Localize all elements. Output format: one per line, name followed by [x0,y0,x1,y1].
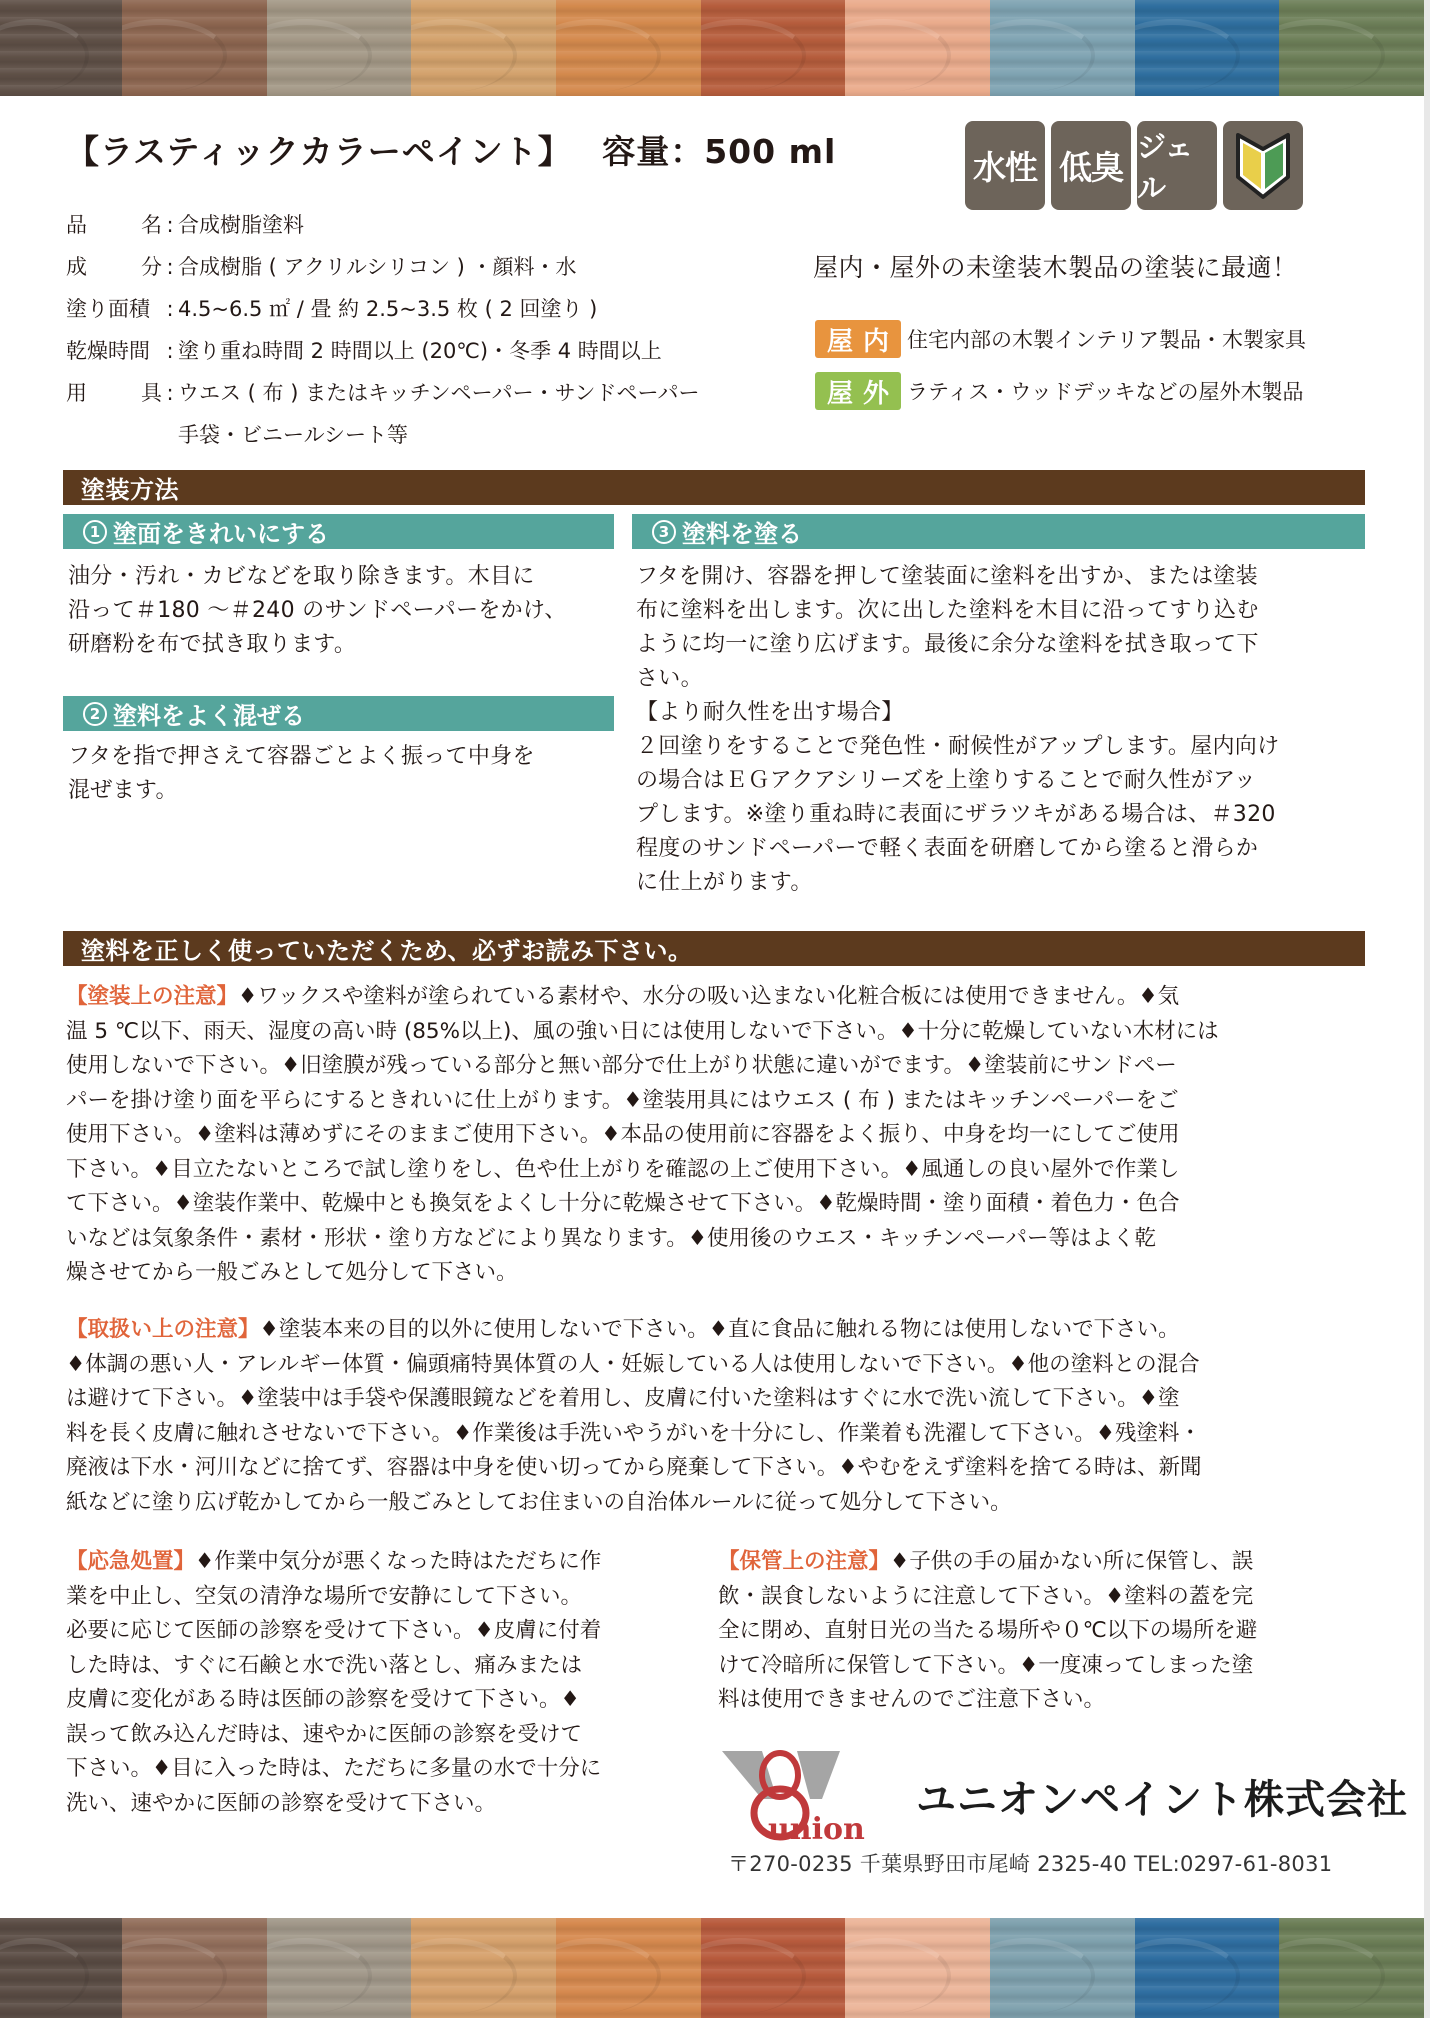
text-line: ♦塗装本来の目的以外に使用しないで下さい。♦直に食品に触れる物には使用しないで下さい。 [259,1317,1180,1342]
spec-label-char: 名 [141,213,162,237]
text-line: 使用下さい。♦塗料は薄めずにそのままご使用下さい。♦本品の使用前に容器をよく振り、中身を均一にしてご使用 [66,1122,1180,1147]
outdoor-tag: 屋外 [815,372,901,410]
text-line: ♦ワックスや塗料が塗られている素材や、水分の吸い込まない化粧合板には使用できません。♦気 [238,984,1180,1009]
spec-value: 合成樹脂塗料 [178,213,304,237]
wood-swatch [1135,0,1280,96]
tagline: 屋内・屋外の未塗装木製品の塗装に最適！ [813,253,1298,282]
spec-colon: : [166,339,174,363]
text-line: フタを開け、容器を押して塗装面に塗料を出すか、または塗装 [636,564,1258,589]
text-line: 全に閉め、直射日光の当たる場所や０℃以下の場所を避 [718,1618,1258,1643]
text-line: した時は、すぐに石鹸と水で洗い落とし、痛みまたは [66,1652,583,1678]
wood-swatch [1279,0,1424,96]
company-address: 〒270-0235 千葉県野田市尾崎 2325-40 TEL:0297-61-8031 [728,1852,1333,1876]
step-number-icon: 2 [83,702,107,726]
spec-drying-time [66,330,699,372]
text-line: 温 5 ℃以下、雨天、湿度の高い時 (85%以上)、風の強い日には使用しないで下さい。♦十分に乾燥していない木材には [66,1018,1219,1044]
wood-swatch [701,1918,846,2018]
company-name: ユニオンペイント株式会社 [916,1777,1408,1823]
spec-label: 乾燥時間 [66,339,150,363]
text-line: 油分・汚れ・カビなどを取り除きます。木目に [68,564,535,589]
text-line: 布に塗料を出します。次に出した塗料を木目に沿ってすり込む [636,598,1259,623]
product-name: 【ラスティックカラーペイント】 [66,132,572,171]
spec-value: ウエス ( 布 ) またはキッチンペーパー・サンドペーパー [178,381,700,405]
handling-cautions [66,1313,1202,1520]
text-line: 洗い、速やかに医師の診察を受けて下さい。 [66,1790,497,1816]
spec-colon: : [166,297,174,321]
wood-swatch [267,1918,412,2018]
caution-tag: 【保管上の注意】 [718,1549,891,1574]
product-volume: 容量：500 ml [602,132,837,171]
step-number-icon: 3 [652,520,676,544]
text-line: 飲・誤食しないように注意して下さい。♦塗料の蓋を完 [718,1583,1254,1609]
page-edge [1424,0,1430,2018]
text-line: 使用しないで下さい。♦旧塗膜が残っている部分と無い部分で仕上がり状態に違いがでます。♦塗装前にサンドペー [66,1053,1177,1078]
spec-colon: : [166,213,174,237]
beginner-mark-icon [1234,131,1292,201]
spec-value: 塗り重ね時間 2 時間以上 (20℃)・冬季 4 時間以上 [178,339,662,363]
text-line: ♦子供の手の届かない所に保管し、誤 [890,1549,1254,1574]
spec-label-char: 具 [141,381,162,405]
company-logo [722,1747,1408,1843]
text-line: 沿って＃180 ～＃240 のサンドペーパーをかけ、 [68,598,567,623]
step-title: 塗料をよく混ぜる [113,702,305,730]
spec-tools-continued [66,414,699,456]
wood-swatch [701,0,846,96]
spec-colon: : [166,381,174,405]
spec-value: 手袋・ビニールシート等 [178,423,409,447]
gel-badge: ジェル [1137,121,1217,210]
wood-swatch [845,1918,990,2018]
caution-tag: 【応急処置】 [66,1549,196,1574]
wood-swatch [556,1918,701,2018]
text-line: 研磨粉を布で拭き取ります。 [68,632,357,657]
painting-cautions [66,980,1219,1291]
text-line: けて冷暗所に保管して下さい。♦一度凍ってしまった塗 [718,1652,1254,1678]
text-line: 廃液は下水・河川などに捨てず、容器は中身を使い切ってから廃棄して下さい。♦やむをえず塗料を捨てる時は、新聞 [66,1455,1202,1480]
durability-subheading: 【より耐久性を出す場合】 [636,700,904,725]
step-1-header [63,514,614,549]
usage-text: ラティス・ウッドデッキなどの屋外木製品 [907,380,1304,404]
step-2-header [63,696,614,731]
union-logo-icon [722,1747,912,1843]
step-3-header [632,514,1365,549]
feature-badges [965,121,1303,210]
wood-swatch [411,0,556,96]
wood-swatch [0,0,122,96]
text-line: 誤って飲み込んだ時は、速やかに医師の診察を受けて [66,1721,583,1747]
wood-swatch [1279,1918,1424,2018]
text-line: 必要に応じて医師の診察を受けて下さい。♦皮膚に付着 [66,1618,602,1643]
wood-swatch [267,0,412,96]
indoor-tag: 屋内 [815,320,901,358]
wood-color-swatches-top [0,0,1424,96]
step-title: 塗料を塗る [682,520,802,548]
wood-swatch [845,0,990,96]
emergency-measures [66,1545,601,1821]
low-odor-badge: 低臭 [1051,121,1131,210]
method-section-header: 塗装方法 [63,470,1365,505]
spec-label-char: 成 [66,255,87,279]
caution-tag: 【取扱い上の注意】 [66,1317,260,1342]
text-line: ように均一に塗り広げます。最後に余分な塗料を拭き取って下 [636,632,1259,657]
beginner-badge [1223,121,1303,210]
wood-swatch [1135,1918,1280,2018]
wood-swatch [0,1918,122,2018]
spec-value: 4.5~6.5 ㎡ / 畳 約 2.5~3.5 枚 ( 2 回塗り ) [178,297,598,321]
cautions-section-header: 塗料を正しく使っていただくため、必ずお読み下さい。 [63,931,1365,966]
text-line: フタを指で押さえて容器ごとよく振って中身を [68,744,535,769]
text-line: プします。※塗り重ね時に表面にザラツキがある場合は、＃320 [636,802,1276,827]
spec-coverage [66,288,699,330]
spec-label: 塗り面積 [66,297,150,321]
text-line: 皮膚に変化がある時は医師の診察を受けて下さい。♦ [66,1687,580,1712]
text-line: 燥させてから一般ごみとして処分して下さい。 [66,1260,518,1285]
spec-label-char: 分 [141,255,162,279]
usage-list [815,319,1306,423]
wood-swatch [122,1918,267,2018]
spec-tools [66,372,699,414]
text-line: 紙などに塗り広げ乾かしてから一般ごみとしてお住まいの自治体ルールに従って処分して下さい。 [66,1489,1012,1515]
storage-cautions [718,1545,1257,1718]
water-based-badge: 水性 [965,121,1045,210]
text-line: に仕上がります。 [636,870,813,895]
product-specs [66,204,699,456]
text-line: 下さい。♦目に入った時は、ただちに多量の水で十分に [66,1756,602,1781]
spec-label-char: 用 [66,381,87,405]
product-title [66,126,836,173]
usage-outdoor [815,371,1306,411]
text-line: ♦作業中気分が悪くなった時はただちに作 [195,1549,602,1574]
text-line: いなどは気象条件・素材・形状・塗り方などにより異なります。♦使用後のウエス・キッチンペーパー等はよく乾 [66,1225,1156,1251]
wood-swatch [556,0,701,96]
usage-indoor [815,319,1306,359]
svg-text:union: union [768,1812,865,1843]
step-title: 塗面をきれいにする [113,520,329,548]
text-line: ２回塗りをすることで発色性・耐候性がアップします。屋内向け [636,734,1280,759]
text-line: 混ぜます。 [68,778,178,803]
spec-value: 合成樹脂 ( アクリルシリコン ) ・顔料・水 [178,255,577,279]
step-2-text [68,740,535,808]
text-line: は避けて下さい。♦塗装中は手袋や保護眼鏡などを着用し、皮膚に付いた塗料はすぐに水で洗い流して下さい。♦塗 [66,1386,1180,1411]
wood-color-swatches-bottom [0,1918,1424,2018]
text-line: ♦体調の悪い人・アレルギー体質・偏頭痛特異体質の人・妊娠している人は使用しないで下さい。♦他の塗料との混合 [66,1351,1200,1377]
spec-label-char: 品 [66,213,87,237]
text-line: て下さい。♦塗装作業中、乾燥中とも換気をよくし十分に乾燥させて下さい。♦乾燥時間・塗り面積・着色力・色合 [66,1191,1180,1216]
text-line: 下さい。♦目立たないところで試し塗りをし、色や仕上がりを確認の上ご使用下さい。♦風通しの良い屋外で作業し [66,1156,1180,1182]
wood-swatch [990,0,1135,96]
wood-swatch [990,1918,1135,2018]
text-line: の場合はＥＧアクアシリーズを上塗りすることで耐久性がアッ [636,768,1257,793]
spec-ingredients [66,246,699,288]
step-number-icon: 1 [83,520,107,544]
caution-tag: 【塗装上の注意】 [66,984,239,1009]
text-line: 料は使用できませんのでご注意下さい。 [718,1687,1106,1712]
spec-colon: : [166,255,174,279]
step-3-text [636,560,1279,900]
usage-text: 住宅内部の木製インテリア製品・木製家具 [907,328,1306,352]
text-line: 料を長く皮膚に触れさせないで下さい。♦作業後は手洗いやうがいを十分にし、作業着も洗濯して下さい。♦残塗料・ [66,1420,1202,1446]
text-line: 程度のサンドペーパーで軽く表面を研磨してから塗ると滑らか [636,836,1259,861]
text-line: パーを掛け塗り面を平らにするときれいに仕上がります。♦塗装用具にはウエス ( 布 ) またはキッチンペーパーをご [66,1087,1179,1113]
wood-swatch [122,0,267,96]
spec-product-name [66,204,699,246]
text-line: 業を中止し、空気の清浄な場所で安静にして下さい。 [66,1583,583,1609]
text-line: さい。 [636,666,703,691]
wood-swatch [411,1918,556,2018]
step-1-text [68,560,567,662]
